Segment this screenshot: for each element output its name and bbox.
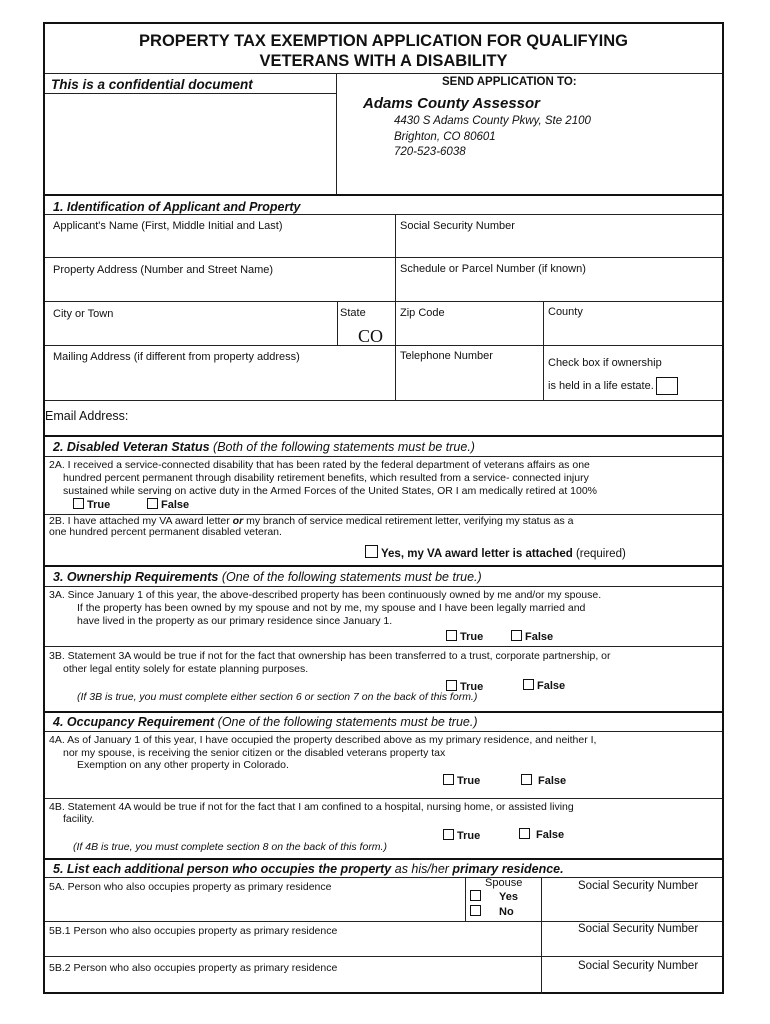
statement-3b-line2: other legal entity solely for estate planning purposes. <box>63 663 309 675</box>
option-2a-true[interactable]: True <box>73 498 110 512</box>
option-4b-false[interactable]: False <box>519 828 564 842</box>
divider <box>45 565 722 567</box>
state-value: CO <box>358 326 384 346</box>
divider <box>541 877 542 994</box>
checkbox[interactable] <box>511 630 522 641</box>
option-4a-true[interactable]: True <box>443 774 480 788</box>
divider <box>45 214 722 215</box>
option-3b-false[interactable]: False <box>523 679 565 693</box>
divider <box>45 646 722 647</box>
note-4b: (If 4B is true, you must complete section 8 on the back of this form.) <box>73 841 387 853</box>
statement-4a-line2: nor my spouse, is receiving the senior citizen or the disabled veterans property tax <box>63 747 446 759</box>
form-title-line2: VETERANS WITH A DISABILITY <box>259 52 508 70</box>
section5-heading: 5. List each additional person who occupies the property as his/her primary residence. <box>53 862 564 876</box>
statement-3a-line2: If the property has been owned by my spouse and not by me, my spouse and I have been legally married and <box>77 602 586 614</box>
statement-2a-line1: 2A. I received a service-connected disability that has been rated by the federal department of veterans affairs as one <box>49 459 590 471</box>
life-estate-checkbox[interactable] <box>656 377 678 395</box>
divider <box>395 214 396 400</box>
life-estate-row <box>548 376 678 396</box>
statement-4a-line1: 4A. As of January 1 of this year, I have occupied the property described above as my primary residence, and neither I, <box>49 734 597 746</box>
divider <box>45 877 722 878</box>
divider <box>45 858 722 860</box>
statement-3a-line3: have lived in the property as our primary residence since January 1. <box>77 615 393 627</box>
divider <box>45 586 722 587</box>
section4-heading: 4. Occupancy Requirement (One of the following statements must be true.) <box>53 715 478 729</box>
assessor-address-line2: Brighton, CO 80601 <box>394 131 496 143</box>
checkbox[interactable] <box>73 498 84 509</box>
section1-heading: 1. Identification of Applicant and Property <box>53 200 301 214</box>
state-label: State <box>340 307 366 319</box>
zip-field[interactable]: Zip Code <box>400 307 445 319</box>
statement-2a-line3: sustained while serving on active duty in the Armed Forces of the United States, OR I am medically retired at 100% <box>63 485 598 497</box>
spouse-no-option[interactable]: No <box>470 905 514 919</box>
person-5b1-ssn-field[interactable]: Social Security Number <box>578 923 699 935</box>
checkbox[interactable] <box>443 829 454 840</box>
divider <box>45 711 722 713</box>
divider <box>45 956 722 957</box>
life-estate-label-line2: is held in a life estate. <box>548 380 654 392</box>
divider <box>45 73 722 74</box>
option-4b-true[interactable]: True <box>443 829 480 843</box>
form-title-line1: PROPERTY TAX EXEMPTION APPLICATION FOR QUALIFYING <box>139 32 628 50</box>
property-address-field[interactable]: Property Address (Number and Street Name) <box>53 264 274 276</box>
confidential-notice: This is a confidential document <box>51 77 253 92</box>
checkbox[interactable] <box>147 498 158 509</box>
section2-heading: 2. Disabled Veteran Status (Both of the following statements must be true.) <box>53 440 475 454</box>
divider <box>337 301 338 345</box>
statement-2b-line1: 2B. I have attached my VA award letter or my branch of service medical retirement letter, verifying my status as a <box>49 515 574 527</box>
send-to-label: SEND APPLICATION TO: <box>442 76 577 88</box>
checkbox[interactable] <box>446 680 457 691</box>
telephone-field[interactable]: Telephone Number <box>400 350 493 362</box>
county-field[interactable]: County <box>548 306 583 318</box>
applicant-name-field[interactable]: Applicant's Name (First, Middle Initial and Last) <box>53 220 283 232</box>
checkbox[interactable] <box>523 679 534 690</box>
checkbox[interactable] <box>365 545 378 558</box>
assessor-address-line1: 4430 S Adams County Pkwy, Ste 2100 <box>394 115 591 127</box>
divider <box>45 257 722 258</box>
divider <box>45 194 722 196</box>
divider <box>45 798 722 799</box>
option-3a-true[interactable]: True <box>446 630 483 644</box>
divider <box>45 456 722 457</box>
checkbox[interactable] <box>521 774 532 785</box>
spouse-yes-option[interactable]: Yes <box>470 890 518 904</box>
option-2a-false[interactable]: False <box>147 498 189 512</box>
ssn-field[interactable]: Social Security Number <box>400 220 515 232</box>
divider <box>336 73 337 194</box>
statement-4a-line3: Exemption on any other property in Colorado. <box>77 759 289 771</box>
person-5b2-field[interactable]: 5B.2 Person who also occupies property as primary residence <box>49 962 338 974</box>
statement-4b-line2: facility. <box>63 813 95 825</box>
note-3b: (If 3B is true, you must complete either section 6 or section 7 on the back of this form.) <box>77 691 478 703</box>
section3-heading: 3. Ownership Requirements (One of the following statements must be true.) <box>53 570 482 584</box>
spouse-label: Spouse <box>485 877 523 889</box>
checkbox[interactable] <box>446 630 457 641</box>
statement-4b-line1: 4B. Statement 4A would be true if not for the fact that I am confined to a hospital, nursing home, or assisted living <box>49 801 574 813</box>
application-form <box>43 22 724 994</box>
checkbox[interactable] <box>470 905 481 916</box>
option-4a-false[interactable]: False <box>521 774 566 788</box>
assessor-name: Adams County Assessor <box>363 95 540 112</box>
divider <box>45 301 722 302</box>
mailing-address-field[interactable]: Mailing Address (if different from property address) <box>53 351 300 363</box>
email-field[interactable]: Email Address: <box>45 409 129 423</box>
person-5a-ssn-field[interactable]: Social Security Number <box>578 880 699 892</box>
assessor-phone: 720-523-6038 <box>394 146 466 158</box>
person-5b2-ssn-field[interactable]: Social Security Number <box>578 960 699 972</box>
statement-3b-line1: 3B. Statement 3A would be true if not for the fact that ownership has been transferred to a trust, corporate partnership, or <box>49 650 611 662</box>
va-letter-attached-option[interactable]: Yes, my VA award letter is attached (required) <box>365 545 626 561</box>
parcel-number-field[interactable]: Schedule or Parcel Number (if known) <box>400 263 586 275</box>
divider <box>45 731 722 732</box>
person-5b1-field[interactable]: 5B.1 Person who also occupies property as primary residence <box>49 925 338 937</box>
divider <box>465 877 466 921</box>
option-3b-true[interactable]: True <box>446 680 483 694</box>
checkbox[interactable] <box>470 890 481 901</box>
divider <box>543 301 544 400</box>
statement-3a-line1: 3A. Since January 1 of this year, the above-described property has been continuously owned by me and/or my spouse. <box>49 589 602 601</box>
checkbox[interactable] <box>519 828 530 839</box>
divider <box>45 345 722 346</box>
divider <box>45 400 722 401</box>
life-estate-label-line1: Check box if ownership <box>548 357 662 369</box>
statement-2a-line2: hundred percent permanent through disability retirement benefits, which resulted from a service- connected injury <box>63 472 589 484</box>
divider <box>45 93 336 94</box>
person-5a-field[interactable]: 5A. Person who also occupies property as primary residence <box>49 881 332 893</box>
divider <box>45 435 722 437</box>
divider <box>45 921 722 922</box>
city-field[interactable]: City or Town <box>53 308 114 320</box>
statement-2b-line2: one hundred percent permanent disabled veteran. <box>49 526 282 538</box>
checkbox[interactable] <box>443 774 454 785</box>
option-3a-false[interactable]: False <box>511 630 553 644</box>
